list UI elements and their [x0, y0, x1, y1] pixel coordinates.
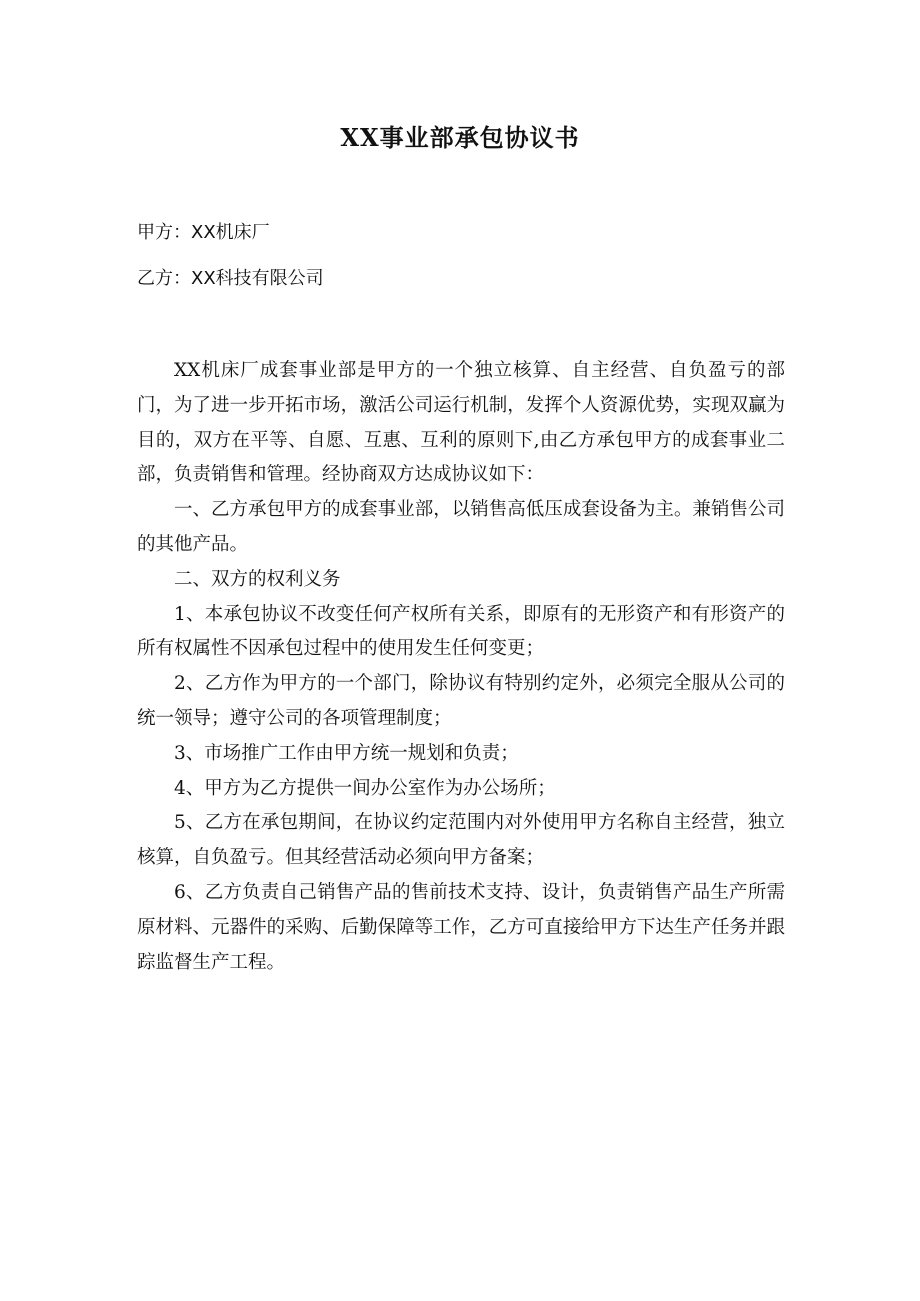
item-1-paragraph: 1、本承包协议不改变任何产权所有关系，即原有的无形资产和有形资产的所有权属性不因承包过程中的使用发生任何变更； [137, 603, 785, 660]
party-a-line: 甲方：XX机床厂 [137, 222, 270, 243]
document-title: XX事业部承包协议书 [340, 123, 580, 152]
agreement-body [137, 354, 785, 980]
section-2-heading: 二、双方的权利义务 [174, 568, 341, 590]
item-5-paragraph: 5、乙方在承包期间，在协议约定范围内对外使用甲方名称自主经营，独立核算，自负盈亏。但其经营活动必须向甲方备案； [137, 812, 785, 869]
intro-paragraph: XX机床厂成套事业部是甲方的一个独立核算、自主经营、自负盈亏的部门，为了进一步开拓市场，激活公司运行机制，发挥个人资源优势，实现双赢为目的，双方在平等、自愿、互惠、互利的原则下,由乙方承包甲方的成套事业二部，负责销售和管理。经协商双方达成协议如下： [137, 360, 785, 486]
party-b-line: 乙方：XX科技有限公司 [137, 268, 324, 289]
item-3-paragraph: 3、市场推广工作由甲方统一规划和负责； [174, 742, 519, 764]
item-4-paragraph: 4、甲方为乙方提供一间办公室作为办公场所； [174, 777, 556, 799]
clause-1-paragraph: 一、乙方承包甲方的成套事业部，以销售高低压成套设备为主。兼销售公司的其他产品。 [137, 499, 785, 555]
item-6-paragraph: 6、乙方负责自己销售产品的售前技术支持、设计，负责销售产品生产所需原材料、元器件的采购、后勤保障等工作，乙方可直接给甲方下达生产任务并跟踪监督生产工程。 [137, 881, 785, 973]
item-2-paragraph: 2、乙方作为甲方的一个部门，除协议有特别约定外，必须完全服从公司的统一领导；遵守公司的各项管理制度； [137, 673, 785, 729]
